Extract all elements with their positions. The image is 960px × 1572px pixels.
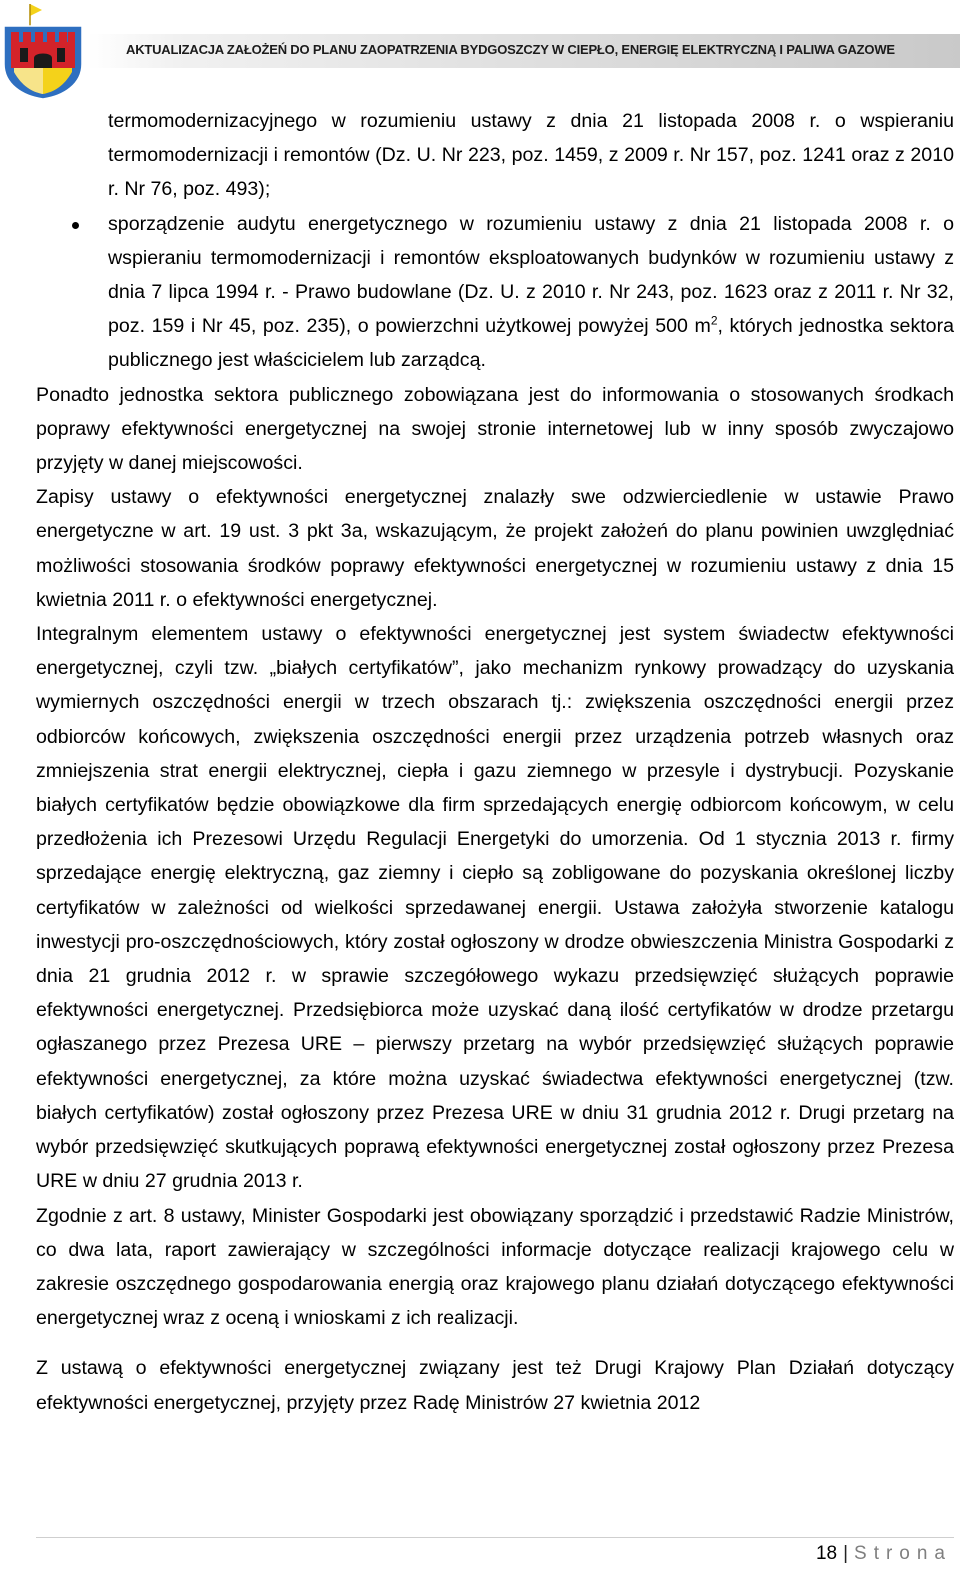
bullet-text: sporządzenie audytu energetycznego w rozumieniu ustawy z dnia 21 listopada 2008 r. o wspieraniu termomodernizacji i remontów eksploatowanych budynków w rozumieniu ustawy z dnia 7 lipca 1994 r. - Prawo budowlane (Dz. U. z 2010 r. Nr 243, poz. 1623 oraz z 2011 r. Nr 32, poz. 159 i Nr 45, poz. 235), o powierzchni użytkowej powyżej 500 m (108, 212, 954, 338)
continued-bullet-text: termomodernizacyjnego w rozumieniu ustawy z dnia 21 listopada 2008 r. o wspieraniu termomodernizacji i remontów (Dz. U. Nr 223, poz. 1459, z 2009 r. Nr 157, poz. 1241 oraz z 2010 r. Nr 76, poz. 493); (108, 110, 954, 201)
document-body (36, 104, 954, 1420)
paragraph: Z ustawą o efektywności energetycznej związany jest też Drugi Krajowy Plan Działań dotyczący efektywności energetycznej, przyjęty przez Radę Ministrów 27 kwietnia 2012 (36, 1357, 954, 1414)
paragraph: Ponadto jednostka sektora publicznego zobowiązana jest do informowania o stosowanych środkach poprawy efektywności energetycznej na swojej stronie internetowej lub w inny sposób zwyczajowo przyjęty w danej miejscowości. (36, 383, 954, 475)
page-header (0, 0, 960, 100)
paragraph: Zapisy ustawy o efektywności energetycznej znalazły swe odzwierciedlenie w ustawie Prawo energetyczne w art. 19 ust. 3 pkt 3a, wskazującym, że projekt założeń do planu powinien uwzględniać możliwości stosowania środków poprawy efektywności energetycznej w rozumieniu ustawy z dnia 15 kwietnia 2011 r. o efektywności energetycznej. (36, 486, 954, 611)
superscript: 2 (710, 313, 718, 328)
footer-divider (36, 1537, 954, 1538)
bullet-icon (72, 222, 79, 229)
page-label: Strona (854, 1543, 952, 1564)
paragraph: Integralnym elementem ustawy o efektywności energetycznej jest system świadectw efektywności energetycznej, czyli tzw. „białych certyfikatów”, jako mechanizm rynkowy prowadzący do uzyskania wymiernych oszczędności energii w trzech obszarach tj.: zwiększenia oszczędności energii przez odbiorców końcowych, zwiększenia oszczędności energii przez urządzenia potrzeb własnych oraz zmniejszenia strat energii elektrycznej, ciepła i gazu ziemnego w przesyle i dystrybucji. Pozyskanie białych certyfikatów będzie obowiązkowe dla firm sprzedających energię odbiorcom końcowym, w celu przedłożenia ich Prezesowi Urzędu Regulacji Energetyki do umorzenia. Od 1 stycznia 2013 r. firmy sprzedające energię elektryczną, gaz ziemny i ciepło są zobligowane do pozyskania określonej liczby certyfikatów w zależności od wielkości sprzedawanej energii. Ustawa założyła stworzenie katalogu inwestycji pro-oszczędnościowych, który został ogłoszony w drodze obwieszczenia Ministra Gospodarki z dnia 21 grudnia 2012 r. w sprawie szczegółowego wykazu przedsięwzięć służących poprawie efektywności energetycznej. Przedsiębiorca może uzyskać daną ilość certyfikatów w drodze przetargu ogłaszanego przez Prezesa URE – pierwszy przetarg na wybór przedsięwzięć służących poprawie efektywności energetycznej, za które można uzyskać świadectwa efektywności energetycznej (tzw. białych certyfikatów) został ogłoszony przez Prezesa URE w dniu 31 grudnia 2012 r. Drugi przetarg na wybór przedsięwzięć skutkujących poprawą efektywności energetycznej został ogłoszony przez Prezesa URE w dniu 27 grudnia 2013 r. (36, 623, 954, 1193)
bullet-text-end: , których jednostka sektora publicznego jest właścicielem lub zarządcą. (108, 315, 954, 372)
page-footer (816, 1543, 952, 1565)
page-number: 18 (815, 1543, 838, 1564)
bydgoszcz-coat-of-arms-icon (2, 2, 84, 100)
paragraph: Zgodnie z art. 8 ustawy, Minister Gospodarki jest obowiązany sporządzić i przedstawić Radzie Ministrów, co dwa lata, raport zawierający w szczególności informacje dotyczące realizacji krajowego celu w zakresie oszczędnego gospodarowania energią oraz krajowego planu działań dotyczącego efektywności energetycznej wraz z oceną i wnioskami z ich realizacji. (36, 1204, 954, 1330)
footer-separator: | (843, 1543, 849, 1564)
list-item (36, 207, 954, 378)
bullet-list (36, 207, 954, 378)
document-title: AKTUALIZACJA ZAŁOŻEŃ DO PLANU ZAOPATRZENIA BYDGOSZCZY W CIEPŁO, ENERGIĘ ELEKTRYCZNĄ I PALIWA GAZOWE (126, 42, 895, 57)
